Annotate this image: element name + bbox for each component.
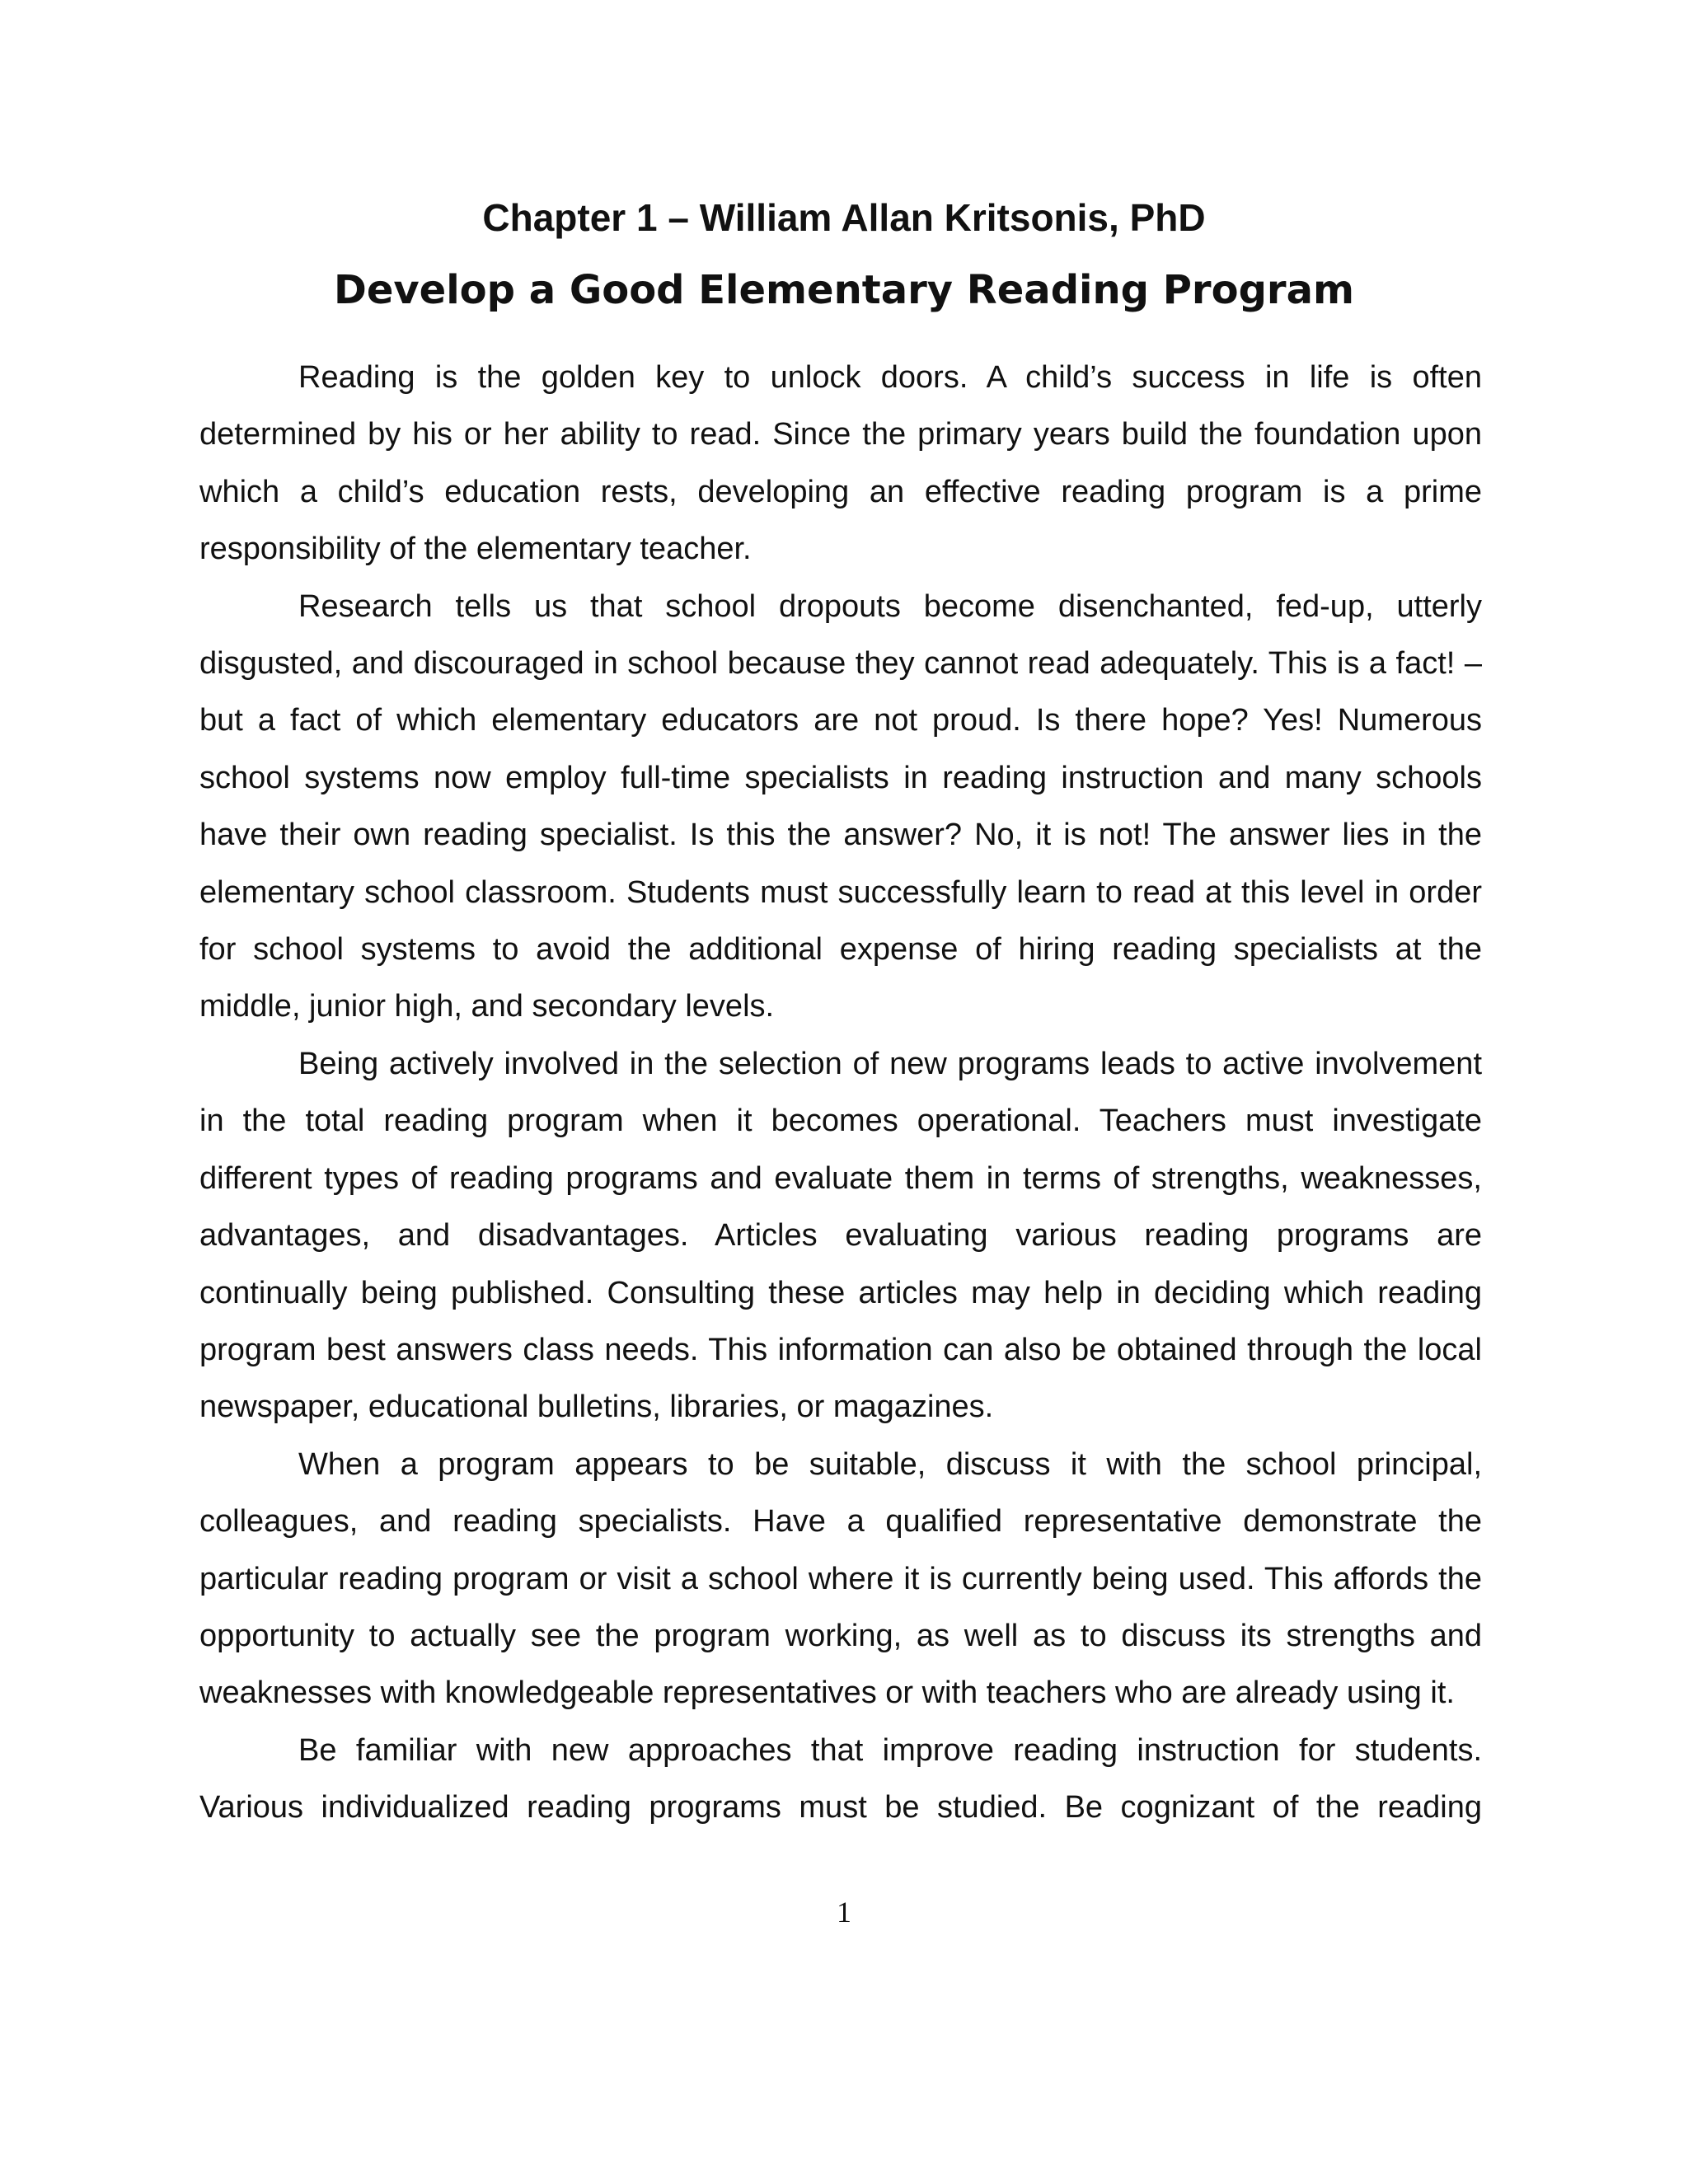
paragraph: Be familiar with new approaches that improve reading instruction for students. Various individualized reading programs must be studied. Be cognizant of the reading — [199, 1732, 1482, 1825]
paragraph: Research tells us that school dropouts become disenchanted, fed-up, utterly disgusted, and discouraged in school because they cannot read adequately. This is a fact! – but a fact of which elementary educators are not proud. Is there hope? Yes! Numerous school systems now employ full-time specialists in reading instruction and many schools have their own reading specialist. Is this the answer? No, it is not! The answer lies in the elementary school classroom. Students must successfully learn to read at this level in order for school systems to avoid the additional expense of hiring reading specialists at the middle, junior high, and secondary levels. — [199, 588, 1482, 1024]
chapter-heading: Chapter 1 – William Allan Kritsonis, PhD — [482, 196, 1206, 239]
page-number: 1 — [837, 1896, 851, 1929]
body-text — [199, 349, 1482, 1837]
paragraph: When a program appears to be suitable, discuss it with the school principal, colleagues, and reading specialists. Have a qualified representative demonstrate the particular reading program or visit a school where it is currently being used. This affords the opportunity to actually see the program working, as well as to discuss its strengths and weaknesses with knowledgeable representatives or with teachers who are already using it. — [199, 1446, 1482, 1711]
paragraph: Reading is the golden key to unlock doors. A child’s success in life is often determined by his or her ability to read. Since the primary years build the foundation upon which a child’s education rests, developing an effective reading program is a prime responsibility of the elementary teacher. — [199, 360, 1482, 567]
page-title: Develop a Good Elementary Reading Program — [333, 267, 1355, 313]
paragraph: Being actively involved in the selection of new programs leads to active involvement in the total reading program when it becomes operational. Teachers must investigate different types of reading programs and evaluate them in terms of strengths, weaknesses, advantages, and disadvantages. Articles evaluating various reading programs are continually being published. Consulting these articles may help in deciding which reading program best answers class needs. This information can also be obtained through the local newspaper, educational bulletins, libraries, or magazines. — [199, 1046, 1482, 1425]
